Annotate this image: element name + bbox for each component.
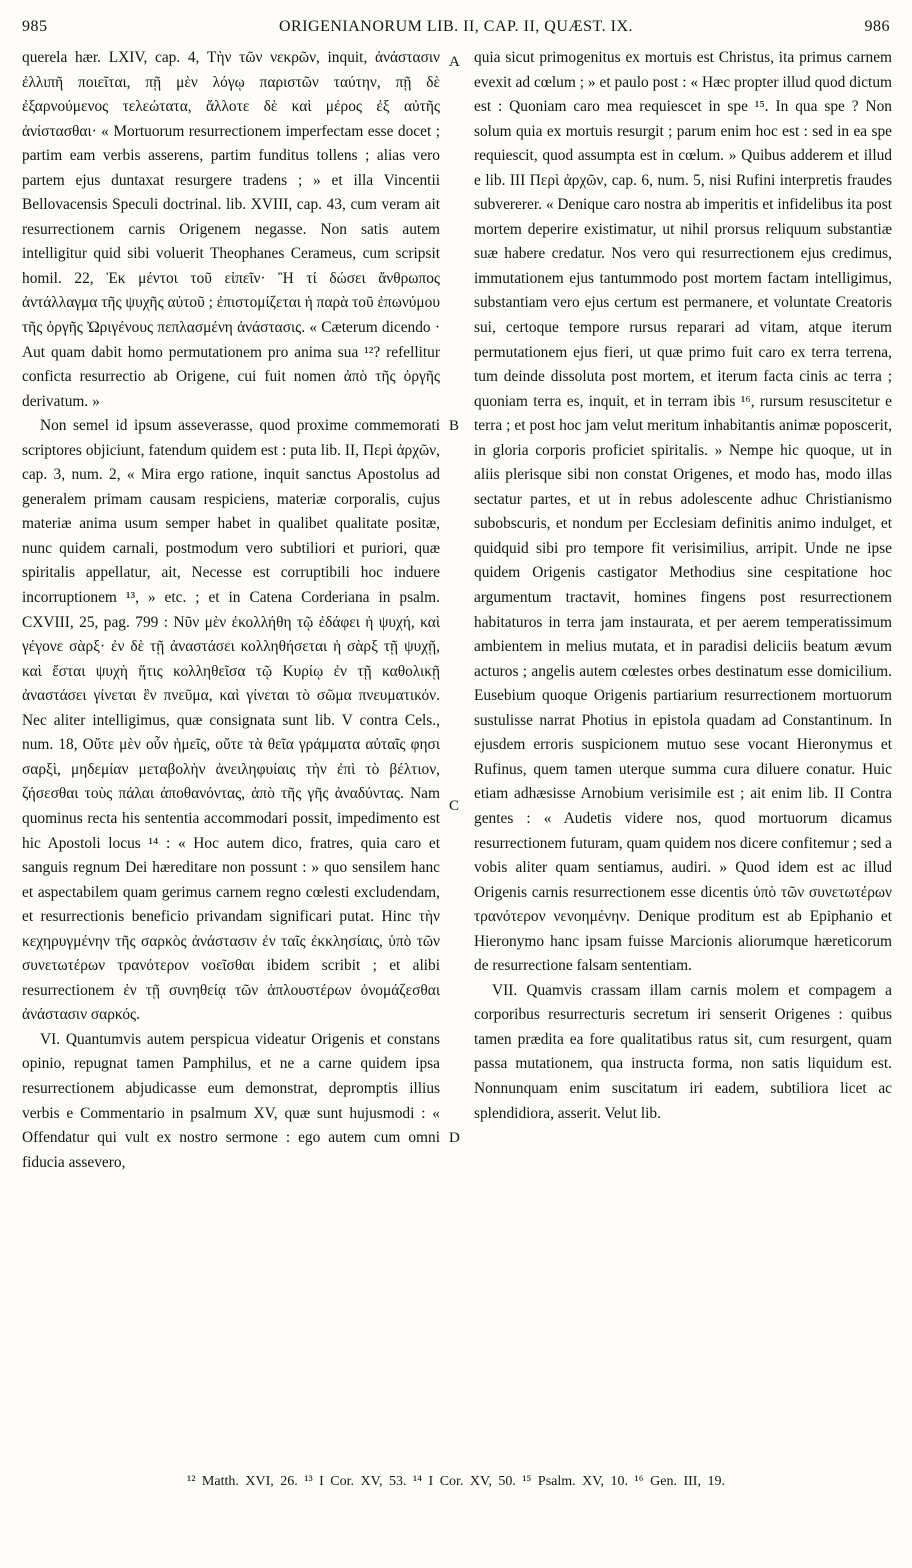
footnotes: ¹² Matth. XVI, 26. ¹³ I Cor. XV, 53. ¹⁴ I Cor. XV, 50. ¹⁵ Psalm. XV, 10. ¹⁶ Gen. III, 19. bbox=[187, 1474, 725, 1489]
running-title: ORIGENIANORUM LIB. II, CAP. II, QUÆST. IX. bbox=[278, 18, 634, 35]
paragraph: VI. Quantumvis autem perspicua videatur Origenis et constans opinio, repugnat tamen Pamphilus, et ne a carne quidem ipsa resurrectionem abjudicasse eum demonstrat, depromptis illius verbis e Commentario in psalmum XV, quæ sunt hujusmodi : « Offendatur qui vult ex nostro sermone : ego autem cum omni fiducia assevero, bbox=[22, 1030, 440, 1171]
margin-marker-d: D bbox=[449, 1130, 460, 1146]
paragraph: querela hær. LXIV, cap. 4, Τὴν τῶν νεκρῶν, inquit, ἀνάστασιν ἐλλιπῆ ποιεῖται, πῇ μὲν λόγῳ παριστῶν ταύτην, πῇ δὲ ἐξαρνούμενος τελεώτατα, ἄλλοτε δὲ καὶ μέρος ἐξ αὐτῆς ἀνίστασθαι· « Mortuorum resurrectionem imperfectam esse docet ; partim eam verbis asserens, partim funditus tollens ; alias vero partem ejus duntaxat resurgere tradens ; » et illa Vincentii Bellovacensis Speculi doctrinal. lib. XVIII, cap. 43, cum veram ait resurrectionem carnis Origenem negasse. Non satis autem intelligitur quid sibi voluerit Theophanes Cerameus, cum scripsit homil. 22, Ἐκ μέντοι τοῦ εἰπεῖν· Ἢ τί δώσει ἄνθρωπος ἀντάλλαγμα τῆς ψυχῆς αὐτοῦ ; ἐπιστομίζεται ἡ παρὰ τοῦ ἐπωνύμου τῆς ὀργῆς Ὠριγένους πεπλασμένη ἀνάστασις. « Cæterum dicendo · Aut quam dabit homo permutationem pro anima sua ¹²? refellitur conficta resurrectio ab Origene, cui fuit nomen ἀπὸ τῆς ὀργῆς derivatum. » bbox=[22, 49, 440, 410]
margin-marker-c: C bbox=[449, 798, 460, 814]
paragraph: Non semel id ipsum asseverasse, quod proxime commemorati scriptores objiciunt, fatendum quidem est : puta lib. II, Περὶ ἀρχῶν, cap. 3, num. 2, « Mira ergo ratione, inquit sanctus Apostolus ad generalem primam causam respiciens, materiæ corporalis, cujus materiæ anima usum semper habet in qualibet qualitate positæ, nunc quidem carnali, postmodum vero subtiliori et puriori, quæ spiritalis appellatur, ait, Necesse est corruptibili hoc induere incorruptionem ¹³, » etc. ; et in Catena Corderiana in psalm. CXVIII, 25, pag. 799 : Νῦν μὲν ἐκολλήθη τῷ ἐδάφει ἡ ψυχή, καὶ γέγονε σὰρξ· ἐν δὲ τῇ ἀναστάσει κολληθήσεται ἡ σὰρξ τῇ ψυχῇ, καὶ ἔσται ψυχὴ ἥτις κολληθεῖσα τῷ Κυρίῳ ἐν τῇ καθολικῇ ἀναστάσει γίνεται ἓν πνεῦμα, καὶ γίνεται τὸ σῶμα πνευματικόν. Nec aliter intelligimus, quæ consignata sunt lib. V contra Cels., num. 18, Οὔτε μὲν οὖν ἡμεῖς, οὔτε τὰ θεῖα γράμματα αὐταῖς φησι σαρξὶ, μηδεμίαν μεταβολὴν ἀνειληφυίαις τὴν ἐπὶ τὸ βέλτιον, ζήσεσθαι τοὺς πάλαι ἀποθανόντας, ἀπὸ τῆς γῆς ἀναδύντας. Nam quominus recta his sententia accommodari possit, impedimento est hic Apostoli locus ¹⁴ : « Hoc autem dico, fratres, quia caro et sanguis regnum Dei hæreditare non possunt : » quo sensilem hanc et aspectabilem quam gerimus carnem regno cœlesti excludendam, et resurrectionis beneficio privandam significari putat. Hinc τὴν κεχηρυγμένην τῆς σαρκὸς ἀνάστασιν ἐν ταῖς ἐκκλησίαις, ὑπὸ τῶν συνετωτέρων τρανότερον νοεῖσθαι ibidem scribit ; et alibi resurrectionem ἐν τῇ συνηθείᾳ τῶν ἁπλουστέρων ὀνομάζεσθαι ἀνάστασιν σαρκός. bbox=[22, 417, 440, 1024]
paragraph: quia sicut primogenitus ex mortuis est Christus, ita primus carnem evexit ad cœlum ; » et paulo post : « Hæc propter illud quod dictum est : Quoniam caro mea requiescet in spe ¹⁵. In qua spe ? Non solum quia ex mortuis resurgit ; parum enim hoc est : sed in ea spe requiescit, quod assumpta est in cœlum. » Quibus adderem et illud e lib. III Περὶ ἀρχῶν, cap. 6, num. 5, nisi Rufini interpretis fraudes subvererer. « Denique caro nostra ab imperitis et infidelibus ita post mortem deperire existimatur, ut nihil prorsus reliquum substantiæ suæ habere credatur. Nos vero qui resurrectionem ejus credimus, immutationem ejus tantummodo post mortem factam intelligimus, substantiam vero ejus certum est permanere, et voluntate Creatoris sui, certoque tempore rursus reparari ad vitam, atque iterum permutationem ejus fieri, ut quæ primo fuit caro ex terra terrena, tum deinde dissoluta post mortem, et iterum facta cinis ac terra ; quoniam terra es, inquit, et in terram ibis ¹⁶, rursum resuscitetur e terra ; et post hoc jam velut meritum inhabitantis animæ poposcerit, in gloria corporis proficiet spiritalis. » Nempe hic quoque, ut in aliis plerisque sibi non constat Origenes, et modo has, modo illas sectatur partes, et ut in rebus adolescente adhuc Christianismo subobscuris, et nondum per Ecclesiam definitis animo indulget, et quidquid sibi pro tempore fit verisimilius, arripit. Unde ne ipse quidem Origenis castigator Methodius sine cespitatione hoc argumentum tractavit, homines fingens post resurrectionem habitaturos in terra jam instaurata, et per aerem temperatissimum ambientem in melius mutata, et in paradisi deliciis beatum ævum acturos ; angelis autem cœlestes orbes destinatum esse domicilium. Eusebium quoque Origenis partiarium resurrectionem mortuorum sustulisse narrat Photius in epistola quadam ad Constantinum. In ejusdem erroris suspicionem mutuo sese vocant Hieronymus et Rufinus, quem tamen uterque summa cura diluere conatur. Huic etiam adhæsisse Arnobium verisimile est ; ait enim lib. II Contra gentes : « Audetis videre nos, quod mortuorum dicamus resurrectionem futuram, quam quidem nos dicere confitemur ; sed a vobis aliter quam sentiamus, audiri. » Quod idem est ac illud Origenis carnis resurrectionem esse dicentis ὑπὸ τῶν συνετωτέρων τρανότερον νενοημένην. Denique proditum est ab Epiphanio et Hieronymo hanc ipsam fuisse Marcionis aliorumque hæreticorum de resurrectione falsam sententiam. bbox=[474, 49, 892, 975]
paragraph: VII. Quamvis crassam illam carnis molem et compagem a corporibus resurrecturis secretum iri senserit Origenes : quibus tamen prædita ea fore qualitatibus ratus sit, cum resurgent, quam passa mutationem, qua instructa forma, non satis liquidum est. Nonnunquam enim suscitatum iri eadem, subtiliora licet ac splendidiora, asserit. Velut lib. bbox=[474, 981, 892, 1122]
page-number-left: 985 bbox=[22, 18, 48, 35]
page-number-right: 986 bbox=[864, 18, 890, 35]
left-column bbox=[22, 46, 440, 1175]
margin-marker-a: A bbox=[449, 54, 460, 70]
right-column bbox=[474, 46, 892, 1126]
margin-marker-b: B bbox=[449, 418, 460, 434]
running-header bbox=[22, 18, 890, 42]
